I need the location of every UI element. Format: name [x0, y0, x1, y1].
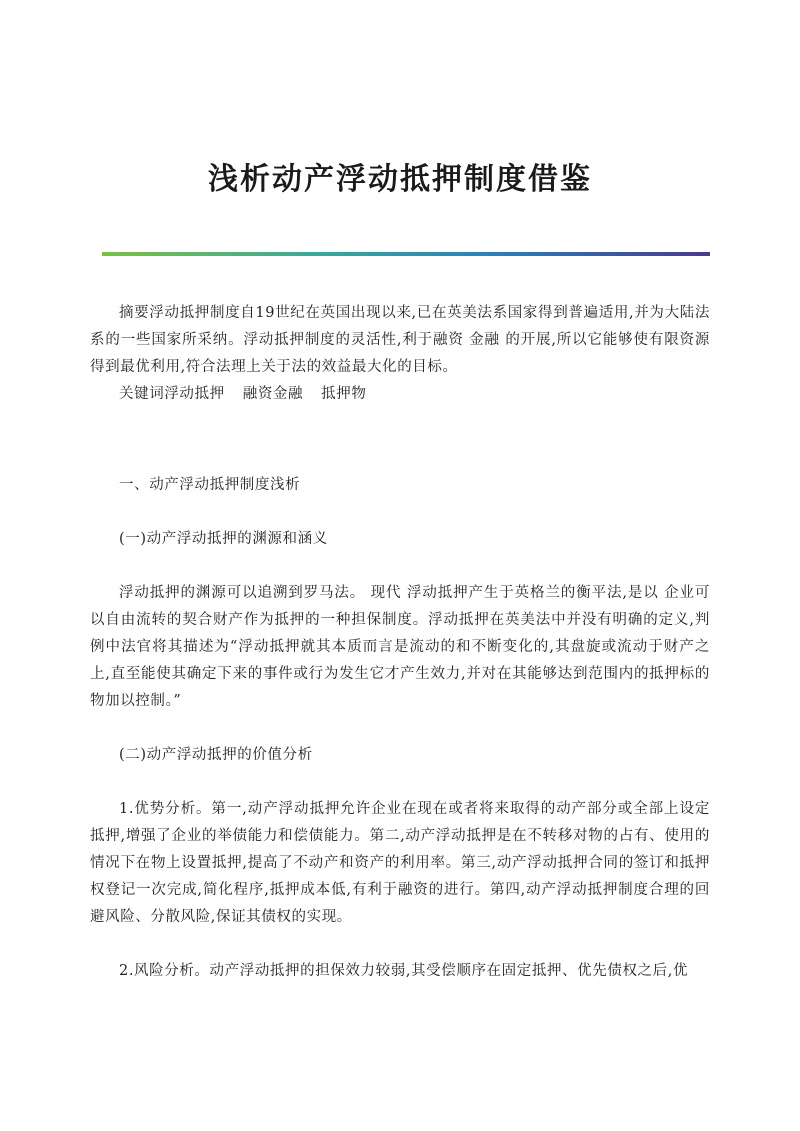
- document-title: 浅析动产浮动抵押制度借鉴: [208, 162, 592, 197]
- document-body: [90, 300, 710, 985]
- section-heading: 一、动产浮动抵押制度浅析: [119, 477, 301, 493]
- keyword-item: 抵押物: [321, 386, 367, 402]
- abstract-paragraph: 摘要浮动抵押制度自19世纪在英国出现以来,已在英美法系国家得到普遍适用,并为大陆法系的一些国家所采纳。浮动抵押制度的灵活性,利于融资 金融 的开展,所以它能够使有限资源得到最优利用,符合法理上关于法的效益最大化的目标。: [90, 305, 710, 375]
- body-paragraph: 浮动抵押的渊源可以追溯到罗马法。 现代 浮动抵押产生于英格兰的衡平法,是以 企业可以自由流转的契合财产作为抵押的一种担保制度。浮动抵押在英美法中并没有明确的定义,判例中法官将其描述为“浮动抵押就其本质而言是流动的和不断变化的,其盘旋或流动于财产之上,直至能使其确定下来的事件或行为发生它才产生效力,并对在其能够达到范围内的抵押标的物加以控制。”: [90, 585, 710, 709]
- keyword-item: 融资金融: [242, 386, 304, 402]
- keyword-item: 浮动抵押: [164, 386, 225, 402]
- subsection-heading: (一)动产浮动抵押的渊源和涵义: [119, 531, 328, 547]
- body-paragraph: 1.优势分析。第一,动产浮动抵押允许企业在现在或者将来取得的动产部分或全部上设定抵押,增强了企业的举债能力和偿债能力。第二,动产浮动抵押是在不转移对物的占有、使用的情况下在物上设置抵押,提高了不动产和资产的利用率。第三,动产浮动抵押合同的签订和抵押权登记一次完成,简化程序,抵押成本低,有利于融资的进行。第四,动产浮动抵押制度合理的回避风险、分散风险,保证其债权的实现。: [90, 801, 710, 925]
- body-paragraph: 2.风险分析。动产浮动抵押的担保效力较弱,其受偿顺序在固定抵押、优先债权之后,优: [119, 963, 689, 979]
- keywords-label: 关键词: [119, 386, 165, 402]
- subsection-heading: (二)动产浮动抵押的价值分析: [119, 747, 313, 763]
- title-divider: [102, 252, 710, 256]
- keywords-line: [90, 381, 710, 408]
